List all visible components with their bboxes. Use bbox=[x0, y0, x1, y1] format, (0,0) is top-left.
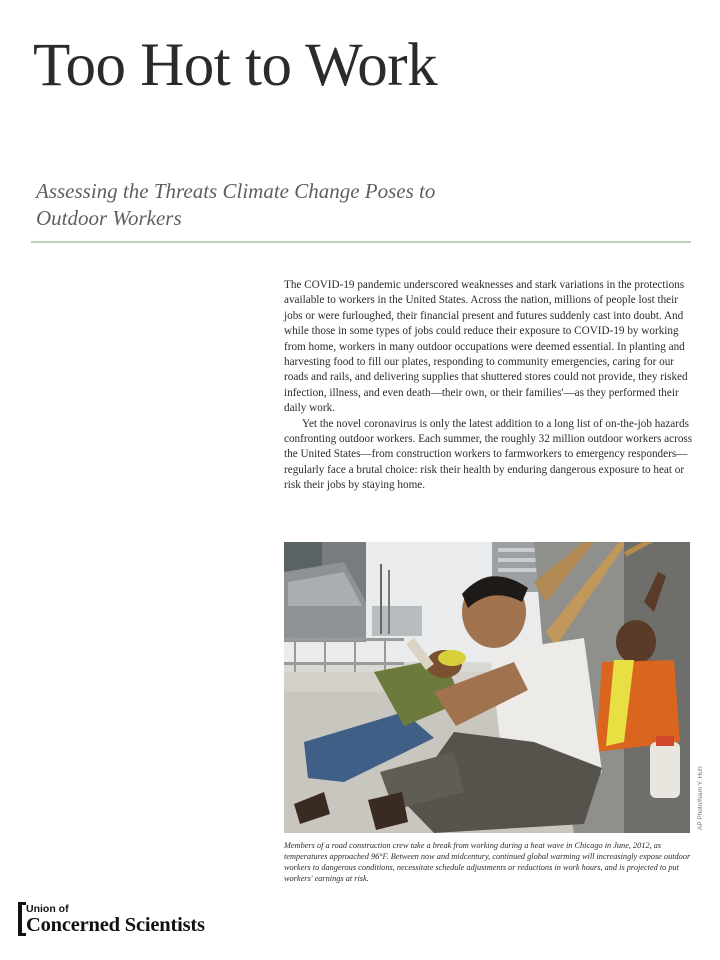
workers-photo bbox=[284, 542, 690, 833]
logo-text bbox=[26, 899, 205, 935]
body-paragraph-2: Yet the novel coronavirus is only the latest addition to a long list of on-the-job hazards confronting outdoor workers. Each summer, the roughly 32 million outdoor workers across the United States—from construction workers to farmworkers to emergency responders—regularly face a brutal choice: risk their health by enduring dangerous exposure to heat or risk their jobs by staying home. bbox=[284, 417, 693, 492]
body-text bbox=[284, 278, 694, 494]
logo-bracket-icon bbox=[18, 902, 22, 936]
logo-line-2: Concerned Scientists bbox=[26, 913, 205, 936]
section-divider bbox=[31, 241, 691, 243]
logo-line-1: Union of bbox=[26, 903, 69, 915]
ucs-logo bbox=[18, 899, 205, 937]
page-subtitle: Assessing the Threats Climate Change Poses to Outdoor Workers bbox=[36, 179, 436, 230]
body-paragraph-1: The COVID-19 pandemic underscored weaknesses and stark variations in the protections available to workers in the United States. Across the nation, millions of people lost their jobs or were furloughed, their financial present and futures suddenly cast into doubt. And while those in some types of jobs could reduce their exposure to COVID-19 by working from home, workers in many outdoor occupations were deemed essential. In planting and harvesting food to fill our plates, responding to community emergencies, caring for our roads and rails, and delivering supplies that shuttered stores could not provide, they risked infection, illness, and even death—their own, or their families'—as they performed their daily work. bbox=[284, 279, 688, 415]
photo-caption: Members of a road construction crew take a break from working during a heat wave in Chicago in June, 2012, as temperatures approached 96°F. Between now and midcentury, continued global warming will increasingly expose outdoor workers to dangerous conditions, necessitate schedule adjustments or reductions in work hours, and is projected to put workers' earnings at risk. bbox=[284, 841, 691, 883]
photo-credit: AP Photo/Nam Y. Huh bbox=[697, 766, 704, 830]
page-title: Too Hot to Work bbox=[33, 32, 438, 99]
